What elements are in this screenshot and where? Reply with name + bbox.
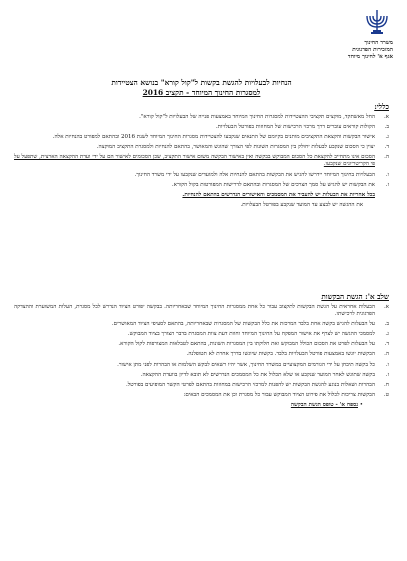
sub-note: את ההגשה יש לבצע עד המועד שנקבע בפורטל הבעלויות. bbox=[240, 201, 363, 208]
item-marker: ב. bbox=[384, 321, 389, 328]
item-marker: א. bbox=[383, 114, 389, 120]
section-heading-general: כללי: bbox=[374, 102, 389, 111]
item-text: אישור הבקשות והקצאת התקציבים מותנים בקיומם של התנאים שנקבעו להצטיידות מסגרות החינוך המיוחד לשנת 2016 ובהתאם למפורט בהנחיות אלה. bbox=[52, 134, 375, 141]
list-item bbox=[14, 321, 389, 328]
item-text: על הבעלות להגיש בקשה אחת בלבד המרכזת את כלל הבקשות של המסגרות שבאחריותה, בהתאם לסעיפי הציוד המאושרים. bbox=[111, 321, 375, 328]
item-marker: ד. bbox=[384, 341, 389, 348]
item-text: הבקשות צריכות לכלול את פירוט הציוד המבוקש עבור כל מסגרת וכן את המסמכים הבאים: bbox=[183, 391, 375, 398]
ministry-line: משרד החינוך bbox=[364, 40, 393, 46]
item-text: הבעלות אחראית על הגשת הבקשות לתקצוב עבור כל אחת ממסגרות החינוך המיוחד שבאחריותה. בבקשה יפורט הציוד הנדרש לכל מסגרת, העלות המשוערת וההצדקה הפדגוגית לרכישתו. bbox=[14, 304, 375, 318]
item-marker: ה. bbox=[384, 351, 389, 358]
item-marker: ב. bbox=[384, 124, 389, 131]
ministry-line: המזכירות הפדגוגית bbox=[352, 47, 393, 53]
item-marker: ט. bbox=[383, 391, 389, 398]
bullet-icon: • bbox=[359, 401, 363, 408]
item-marker: ו. bbox=[385, 171, 389, 178]
list-item bbox=[14, 154, 389, 168]
important-notice: בכל אחריות את הבעלות יש להעביר את המסמכים והאישורים הנדרשים בהתאם להנחיות. bbox=[182, 191, 375, 198]
list-item bbox=[14, 331, 389, 338]
title-line-1: הנחיות לבעלויות להגשת בקשות ל"קול קורא" בנושא הצטיידות bbox=[111, 78, 292, 87]
item-marker: ג. bbox=[385, 134, 389, 141]
item-marker: ז. bbox=[385, 181, 389, 188]
list-item bbox=[14, 372, 389, 379]
stage-a-list bbox=[14, 304, 389, 411]
item-text: על הבעלות לפרט את הסכום הכולל המבוקש ואת חלוקתו בין המסגרות השונות, בהתאם לטבלאות המצורפות לקול הקורא. bbox=[118, 341, 375, 348]
list-item bbox=[14, 382, 389, 389]
item-marker: ח. bbox=[383, 381, 389, 388]
document-title bbox=[14, 78, 389, 98]
attachment-line bbox=[14, 402, 363, 409]
item-text: כל בקשה תיבחן על ידי הגורמים המקצועיים במשרד החינוך, אשר יהיו רשאים לבקש השלמות או הבהרות לפני מתן אישור. bbox=[117, 361, 375, 368]
list-item bbox=[14, 304, 389, 318]
attachment-label: נספח א' - טופס הגשת הבקשה bbox=[290, 401, 358, 408]
item-marker: ו. bbox=[385, 361, 389, 368]
list-item bbox=[14, 172, 389, 179]
list-item bbox=[14, 351, 389, 358]
general-list bbox=[14, 114, 389, 211]
item-text: למסמכי ההגשה יש לצרף את אישור המפקח על החינוך המיוחד וחוות דעת צוות המסגרת בדבר הצורך בציוד המבוקש. bbox=[127, 331, 375, 338]
item-marker: ג. bbox=[385, 331, 389, 338]
list-item bbox=[14, 362, 389, 369]
item-marker: ד. bbox=[384, 144, 389, 151]
ministry-block bbox=[348, 40, 393, 61]
list-item bbox=[14, 341, 389, 348]
list-item bbox=[14, 144, 389, 151]
item-text: הבקשות יוגשו באמצעות פורטל הבעלויות בלבד. בקשות שיוגשו בדרך אחרת לא תטופלנה. bbox=[186, 351, 375, 358]
item-text: הבהרות ושאלות בנוגע להגשת הבקשות יש להפנות למרכזי הרכישות במחוזות בהתאם לפרטי הקשר המופיעים בפורטל. bbox=[125, 381, 375, 388]
item-text: הסכום אינו מתחייב להקצאת כל הסכום המבוקש בבקשה ואין באישור הבקשה משום אישור התקציב, שכן הסכומים לאישור הם על ידי ועדת ההקצאה הארצית, שתפעל על פי הקריטריונים שנקבעו. bbox=[14, 154, 375, 168]
list-item bbox=[14, 114, 389, 121]
item-text: יצוין כי הסכום שנקבע לבעלות יחולק בין המסגרות השונות לפי הצורך שהוגש והמאושר, בהתאם להנחיות ולמסגרת התקציב המוקצה. bbox=[96, 144, 375, 151]
title-line-2: למסגרות החינוך המיוחד - תקציב 2016 bbox=[142, 88, 261, 97]
list-item bbox=[14, 182, 389, 189]
ministry-line: אגף א' לחינוך מיוחד bbox=[347, 54, 393, 60]
item-marker: ז. bbox=[385, 371, 389, 378]
menorah-emblem-icon bbox=[365, 7, 389, 37]
item-text: את הבקשות יש להגיש על סמך הצרכים של המסגרות ובהתאם לדרישות המפורטות בקול הקורא. bbox=[171, 181, 375, 188]
item-text: החל מאשתקד, מוקצים תקציבי ההצטיידות למסגרות החינוך המיוחד באמצעות פנייה של הבעלויות ל"קול קורא". bbox=[139, 114, 375, 120]
section-heading-stage-a: שלב א': הגשת הבקשות bbox=[321, 292, 389, 301]
list-item bbox=[14, 124, 389, 131]
item-marker: ה. bbox=[384, 154, 389, 161]
item-text: בקשה שתוגש לאחר המועד שנקבע או שלא תכלול את כל המסמכים הנדרשים לא תובא לדיון בוועדת ההקצאה. bbox=[140, 371, 375, 378]
list-item bbox=[14, 134, 389, 141]
list-item bbox=[14, 392, 389, 399]
item-text: הקולות קוראים עוברים דרך מרכזי הרכישות של המחוזות בפורטל הבעלויות. bbox=[215, 124, 375, 131]
item-marker: א. bbox=[383, 304, 389, 310]
item-text: הבעלויות בחינוך המיוחד יידרשו להגיש את הבקשות בהתאם להנחיות אלה ולמועדים שנקבעו על ידי משרד החינוך. bbox=[134, 171, 375, 178]
